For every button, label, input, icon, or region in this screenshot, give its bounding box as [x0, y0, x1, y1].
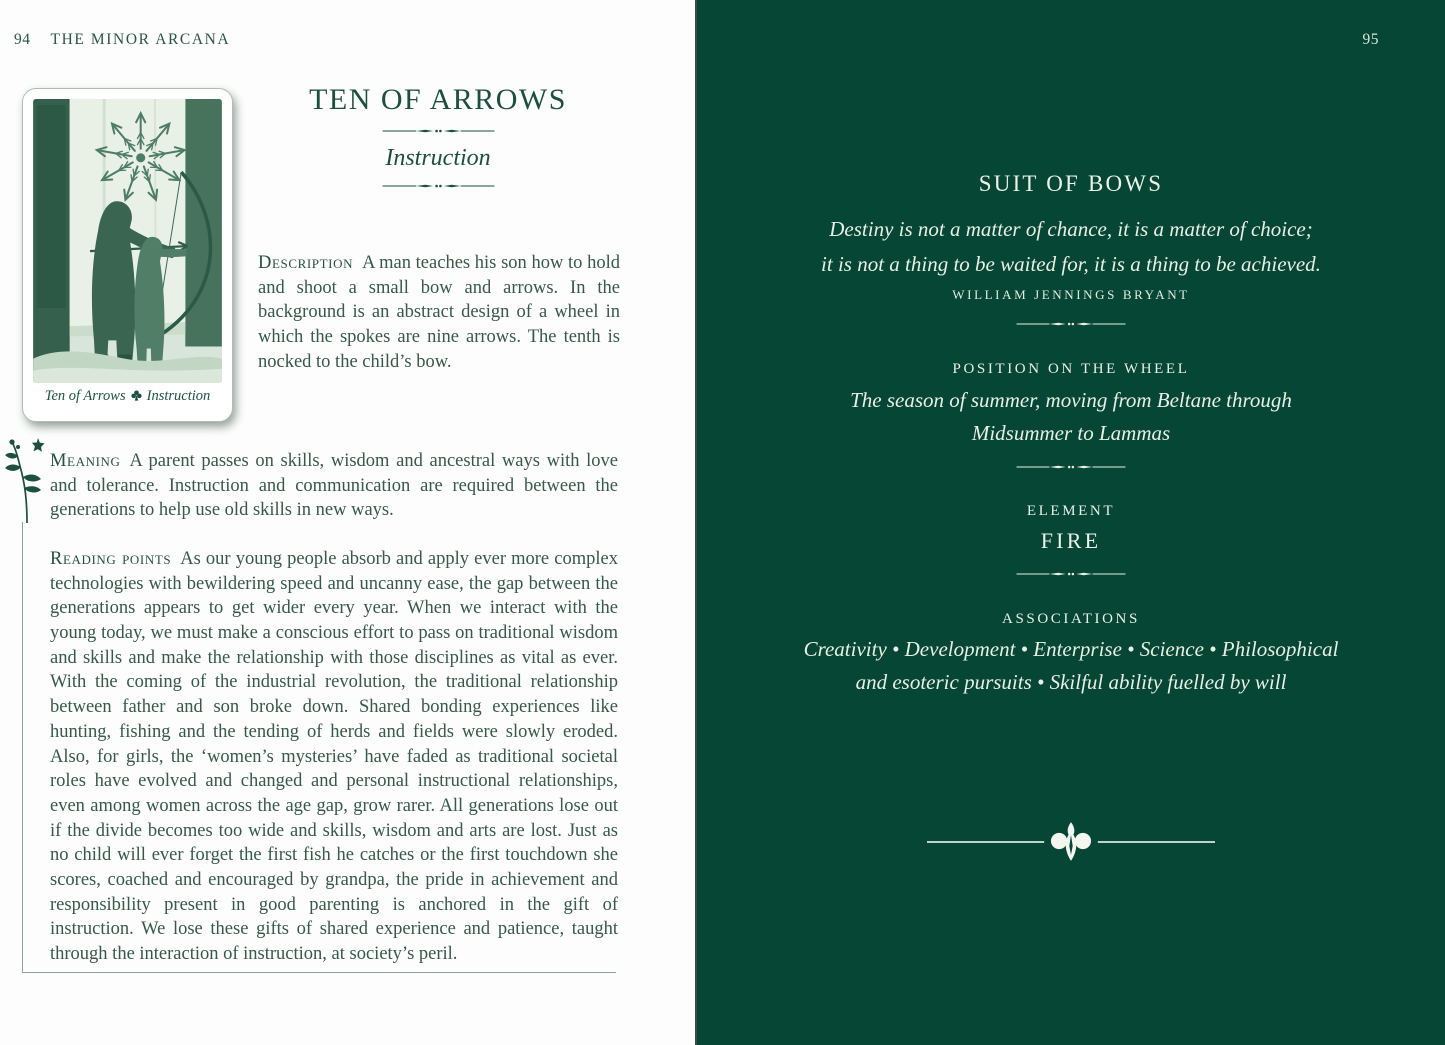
page-title: TEN OF ARROWS — [309, 83, 567, 116]
position-line: Midsummer to Lammas — [971, 421, 1171, 445]
meaning-paragraph — [50, 449, 618, 523]
element-value: FIRE — [1040, 528, 1102, 553]
running-header — [14, 31, 230, 49]
position-heading: POSITION ON THE WHEEL — [952, 361, 1190, 377]
right-page — [695, 0, 1445, 1045]
element-heading: ELEMENT — [1026, 503, 1116, 519]
associations-line: and esoteric pursuits • Skilful ability fuelled by will — [855, 670, 1287, 694]
divider-ornament-icon — [381, 125, 496, 137]
page-number-right: 95 — [1362, 31, 1379, 48]
title-block — [256, 83, 620, 200]
divider-ornament-icon — [1015, 318, 1127, 330]
left-page — [0, 0, 695, 1045]
quote-attribution: WILLIAM JENNINGS BRYANT — [952, 287, 1190, 302]
divider-ornament-icon — [1015, 568, 1127, 580]
associations-heading: ASSOCIATIONS — [1002, 611, 1140, 627]
page-number-left: 94 — [14, 31, 31, 48]
card-illustration — [33, 99, 222, 383]
plant-sprig-icon — [4, 436, 50, 524]
card-caption — [33, 388, 222, 406]
meaning-text: A parent passes on skills, wisdom and ancestral ways with love and tolerance. Instruction and communication are required between the generations to help use old skills in new ways. — [50, 451, 618, 521]
position-line: The season of summer, moving from Beltane through — [850, 388, 1292, 412]
clover-icon — [131, 389, 142, 406]
card-art-scene — [33, 99, 222, 383]
description-text: A man teaches his son how to hold and shoot a small bow and arrows. In the background is an abstract design of a wheel in which the spokes are nine arrows. The tenth is nocked to the child’s bow. — [258, 253, 620, 372]
description-label: Description — [258, 253, 354, 273]
card-caption-subtitle: Instruction — [146, 388, 211, 404]
meaning-label: Meaning — [50, 451, 121, 471]
description-paragraph — [258, 251, 620, 374]
reading-points-paragraph — [50, 547, 618, 967]
page-subtitle: Instruction — [385, 145, 491, 171]
fleur-ornament-icon — [927, 820, 1215, 864]
running-header-title: THE MINOR ARCANA — [50, 31, 231, 48]
tarot-card — [22, 88, 233, 422]
quote-line: Destiny is not a matter of chance, it is a matter of choice; — [829, 217, 1313, 241]
card-caption-title: Ten of Arrows — [44, 388, 126, 404]
reading-points-text: As our young people absorb and apply ever more complex technologies with bewildering speed and uncanny ease, the gap between the generations appears to get wider every year. When we interact with the young today, we must make a conscious effort to pass on traditional wisdom and skills and make the relationship with those disciplines as vital as ever. With the coming of the industrial revolution, the traditional relationship between father and son broke down. Shared bonding experiences like hunting, fishing and the tending of herds and fields were slowly eroded. Also, for girls, the ‘women’s mysteries’ have faded as traditional societal roles have evolved and changed and personal instructional relationships, even among women across the age gap, grow rarer. All generations lose out if the divide becomes too wide and skills, wisdom and arts are lost. Just as no child will ever forget the first fish he catches or the first touchdown she scores, coached and encouraged by grandpa, the pride in achievement and responsibility present in good parenting is anchored in the gift of instruction. We lose these gifts of shared experience and patience, taught through the interaction of instruction, at society’s peril. — [50, 549, 618, 964]
associations-line: Creativity • Development • Enterprise • Science • Philosophical — [803, 637, 1339, 661]
divider-ornament-icon — [381, 180, 496, 192]
divider-ornament-icon — [1015, 461, 1127, 473]
quote-line: it is not a thing to be waited for, it is a thing to be achieved. — [821, 252, 1321, 276]
reading-points-label: Reading points — [50, 549, 172, 569]
suit-title: SUIT OF BOWS — [978, 171, 1164, 196]
